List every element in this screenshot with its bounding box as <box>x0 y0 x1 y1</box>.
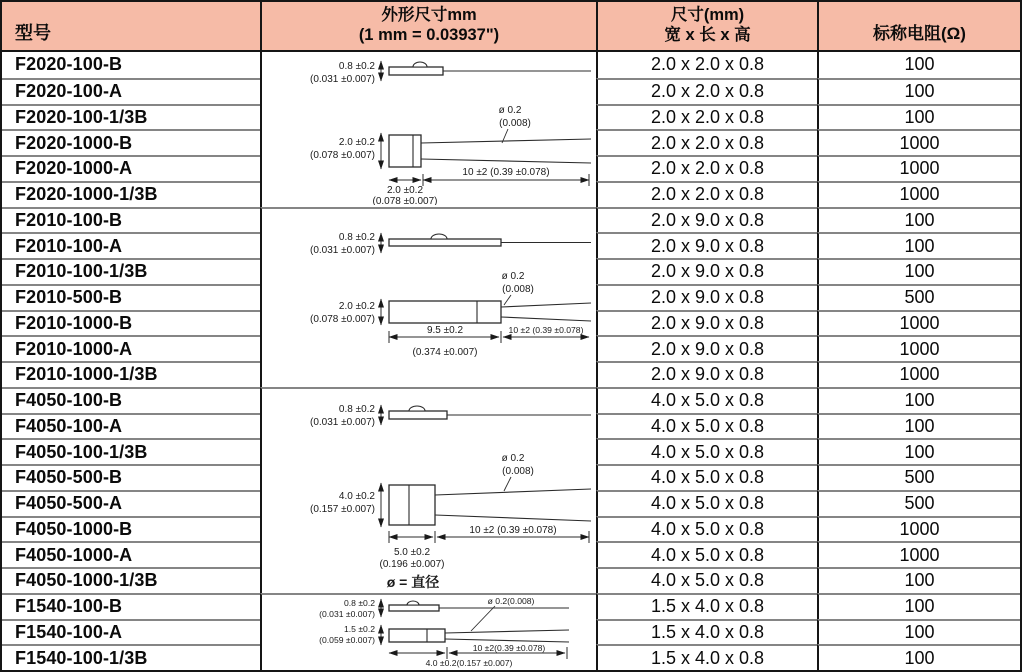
resistance-cell: 1000 <box>817 155 1020 181</box>
model-cell: F2020-1000-1/3B <box>2 181 260 207</box>
resistance-cell: 100 <box>817 413 1020 439</box>
dim-body-length-in: (0.078 ±0.007) <box>372 196 438 206</box>
f2020-drawing-svg <box>263 53 595 205</box>
dim-top-height-in: (0.078 ±0.007) <box>310 313 375 325</box>
top-view <box>319 624 569 645</box>
wire-diameter-callout <box>502 453 534 491</box>
wire-diameter-callout <box>471 596 535 631</box>
size-cell: 2.0 x 2.0 x 0.8 <box>596 181 817 207</box>
dim-side-height-mm: 0.8 ±0.2 <box>344 598 375 609</box>
dim-body-length-mm: 5.0 ±0.2 <box>393 546 431 558</box>
size-cell: 1.5 x 4.0 x 0.8 <box>596 593 817 619</box>
size-cell: 4.0 x 5.0 x 0.8 <box>596 387 817 413</box>
size-cell: 2.0 x 9.0 x 0.8 <box>596 258 817 284</box>
dim-wire-dia-in: (0.008) <box>502 465 534 477</box>
dim-top-height-mm: 4.0 ±0.2 <box>338 490 375 502</box>
resistance-cell: 100 <box>817 207 1020 233</box>
resistance-cell: 1000 <box>817 310 1020 336</box>
dim-wire-dia-in: (0.008) <box>499 118 531 130</box>
resistance-cell: 1000 <box>817 129 1020 155</box>
header-model: 型号 <box>2 2 260 52</box>
dim-wire-length: 10 ±2 (0.39 ±0.078) <box>508 324 584 335</box>
resistance-cell: 100 <box>817 619 1020 645</box>
model-cell: F1540-100-1/3B <box>2 644 260 670</box>
dim-side-height-mm: 0.8 ±0.2 <box>338 61 375 73</box>
model-cell: F2010-500-B <box>2 284 260 310</box>
dim-side-height-in: (0.031 ±0.007) <box>319 609 375 620</box>
model-cell: F2020-100-B <box>15 54 123 75</box>
top-view <box>310 299 591 325</box>
dim-top-height-in: (0.157 ±0.007) <box>310 503 375 515</box>
size-cell: 2.0 x 9.0 x 0.8 <box>596 232 817 258</box>
resistance-cell: 100 <box>817 567 1020 593</box>
size-cell: 2.0 x 2.0 x 0.8 <box>596 155 817 181</box>
dim-wire-dia-mm: ø 0.2 <box>501 270 525 282</box>
dim-top-height-mm: 2.0 ±0.2 <box>338 137 375 149</box>
dim-wire-length: 10 ±2 (0.39 ±0.078) <box>469 524 557 536</box>
dim-body-length: 4.0 ±0.2(0.157 ±0.007) <box>425 658 513 669</box>
size-cell: 2.0 x 9.0 x 0.8 <box>596 310 817 336</box>
f2010-outline-drawing <box>260 207 596 387</box>
resistance-cell: 100 <box>817 78 1020 104</box>
model-cell: F4050-500-B <box>2 464 260 490</box>
model-cell: F2010-100-A <box>2 232 260 258</box>
header-size <box>596 2 817 52</box>
length-dimensions <box>389 643 567 668</box>
model-cell: F4050-1000-1/3B <box>2 567 260 593</box>
top-view <box>310 483 591 527</box>
size-cell: 4.0 x 5.0 x 0.8 <box>596 516 817 542</box>
dim-top-height-in: (0.059 ±0.007) <box>319 635 375 646</box>
f1540-drawing-svg <box>269 595 589 669</box>
f2020-outline-drawing <box>260 52 596 207</box>
size-cell: 2.0 x 9.0 x 0.8 <box>596 361 817 387</box>
size-cell: 4.0 x 5.0 x 0.8 <box>596 541 817 567</box>
dim-wire-dia-mm: ø 0.2 <box>501 452 525 464</box>
resistance-cell: 1000 <box>817 516 1020 542</box>
resistance-cell: 1000 <box>817 541 1020 567</box>
f2010-drawing-svg <box>263 209 595 387</box>
dim-top-height-mm: 2.0 ±0.2 <box>338 300 375 312</box>
resistance-cell: 1000 <box>817 361 1020 387</box>
dim-side-height-in: (0.031 ±0.007) <box>310 74 375 86</box>
dim-wire-dia: ø 0.2(0.008) <box>487 596 535 607</box>
dim-wire-length: 10 ±2(0.39 ±0.078) <box>472 643 546 654</box>
size-cell: 4.0 x 5.0 x 0.8 <box>596 490 817 516</box>
resistance-cell: 100 <box>817 644 1020 670</box>
header-size-line2: 宽 x 长 x 高 <box>664 26 751 44</box>
model-cell: F2010-1000-A <box>2 335 260 361</box>
dim-side-height-in: (0.031 ±0.007) <box>310 244 375 256</box>
length-dimensions <box>380 525 589 570</box>
resistance-cell: 100 <box>817 593 1020 619</box>
header-outline-line2: (1 mm = 0.03937") <box>358 26 500 44</box>
f4050-drawing-svg <box>263 389 595 593</box>
size-cell: 2.0 x 2.0 x 0.8 <box>596 52 817 78</box>
resistance-cell: 500 <box>817 490 1020 516</box>
size-cell: 2.0 x 2.0 x 0.8 <box>596 104 817 130</box>
resistance-cell: 500 <box>817 464 1020 490</box>
size-cell: 4.0 x 5.0 x 0.8 <box>596 567 817 593</box>
model-cell: F4050-100-1/3B <box>2 438 260 464</box>
length-dimensions <box>389 325 589 358</box>
model-cell: F4050-1000-B <box>2 516 260 542</box>
dim-body-length-in: (0.374 ±0.007) <box>412 346 478 358</box>
model-cell: F4050-100-A <box>2 413 260 439</box>
model-cell: F2010-1000-B <box>2 310 260 336</box>
dim-top-height-in: (0.078 ±0.007) <box>310 150 375 162</box>
length-dimensions <box>373 167 589 205</box>
header-resistance: 标称电阻(Ω) <box>817 2 1020 52</box>
resistance-cell: 1000 <box>817 181 1020 207</box>
resistance-cell: 100 <box>817 52 1020 78</box>
model-cell: F2010-100-B <box>2 207 260 233</box>
model-cell: F2010-1000-1/3B <box>2 361 260 387</box>
model-cell: F2020-100-1/3B <box>2 104 260 130</box>
model-cell: F2020-100-A <box>2 78 260 104</box>
size-cell: 2.0 x 9.0 x 0.8 <box>596 335 817 361</box>
size-cell: 2.0 x 2.0 x 0.8 <box>596 129 817 155</box>
size-cell: 2.0 x 9.0 x 0.8 <box>596 207 817 233</box>
size-cell: 1.5 x 4.0 x 0.8 <box>596 619 817 645</box>
dim-body-length-mm: 9.5 ±0.2 <box>426 324 464 336</box>
model-cell: F1540-100-B <box>2 593 260 619</box>
side-view <box>310 404 591 428</box>
model-cell: F2020-1000-A <box>2 155 260 181</box>
dim-wire-dia-mm: ø 0.2 <box>498 105 522 117</box>
dim-side-height-mm: 0.8 ±0.2 <box>338 231 375 243</box>
top-view <box>310 133 591 169</box>
size-cell: 2.0 x 9.0 x 0.8 <box>596 284 817 310</box>
header-outline <box>260 2 596 52</box>
dim-body-length-mm: 2.0 ±0.2 <box>386 185 424 197</box>
dim-wire-dia-in: (0.008) <box>502 283 534 295</box>
wire-diameter-callout <box>502 271 534 305</box>
model-cell: F2010-100-1/3B <box>2 258 260 284</box>
dim-body-length-in: (0.196 ±0.007) <box>379 558 445 570</box>
size-cell: 2.0 x 2.0 x 0.8 <box>596 78 817 104</box>
model-cell: F2020-1000-B <box>2 129 260 155</box>
diameter-legend: ø = 直径 <box>386 573 440 590</box>
resistance-cell: 100 <box>817 104 1020 130</box>
header-size-line1: 尺寸(mm) <box>670 6 745 25</box>
wire-diameter-callout <box>499 105 531 143</box>
model-cell: F4050-500-A <box>2 490 260 516</box>
dim-wire-length: 10 ±2 (0.39 ±0.078) <box>462 167 550 179</box>
resistance-cell: 500 <box>817 284 1020 310</box>
side-view <box>310 232 591 256</box>
header-outline-line1: 外形尺寸mm <box>381 6 477 25</box>
dim-side-height-in: (0.031 ±0.007) <box>310 416 375 428</box>
f1540-outline-drawing <box>260 593 596 670</box>
model-cell: F4050-100-B <box>2 387 260 413</box>
size-cell: 4.0 x 5.0 x 0.8 <box>596 464 817 490</box>
size-cell: 4.0 x 5.0 x 0.8 <box>596 413 817 439</box>
model-cell: F1540-100-A <box>2 619 260 645</box>
resistance-cell: 100 <box>817 387 1020 413</box>
dim-top-height-mm: 1.5 ±0.2 <box>344 624 375 635</box>
resistance-cell: 100 <box>817 438 1020 464</box>
dim-side-height-mm: 0.8 ±0.2 <box>338 403 375 415</box>
resistance-cell: 100 <box>817 232 1020 258</box>
size-cell: 4.0 x 5.0 x 0.8 <box>596 438 817 464</box>
model-cell: F4050-1000-A <box>2 541 260 567</box>
side-view <box>310 61 591 85</box>
size-cell: 1.5 x 4.0 x 0.8 <box>596 644 817 670</box>
f4050-outline-drawing <box>260 387 596 593</box>
resistance-cell: 1000 <box>817 335 1020 361</box>
resistance-cell: 100 <box>817 258 1020 284</box>
